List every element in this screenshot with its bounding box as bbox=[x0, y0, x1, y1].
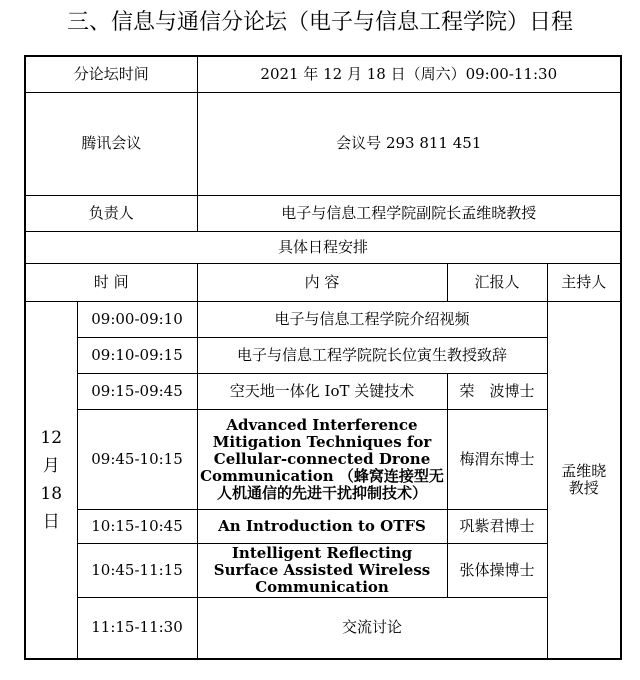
row-time: 09:10-09:15 bbox=[77, 337, 197, 373]
host-title: 教授 bbox=[568, 478, 599, 497]
row-content: 交流讨论 bbox=[197, 597, 547, 659]
info-row-time bbox=[25, 56, 621, 92]
date-char: 月 bbox=[42, 455, 60, 476]
row-content: Intelligent Reflecting Surface Assisted Wireless Communication bbox=[197, 543, 447, 597]
info-row-meeting bbox=[25, 92, 621, 195]
row-content: Advanced Interference Mitigation Techniques for Cellular-connected Drone Communication （蜂窝连接型无人机通信的先进干扰抑制技术） bbox=[197, 409, 447, 509]
time-label: 分论坛时间 bbox=[25, 56, 197, 92]
header-reporter: 汇报人 bbox=[447, 263, 547, 301]
row-reporter: 荣 波博士 bbox=[447, 373, 547, 409]
schedule-table bbox=[24, 55, 622, 660]
column-header-row bbox=[25, 263, 621, 301]
host-name: 孟维晓 bbox=[561, 461, 607, 480]
row-time: 09:15-09:45 bbox=[77, 373, 197, 409]
meeting-label: 腾讯会议 bbox=[25, 92, 197, 195]
header-host: 主持人 bbox=[547, 263, 621, 301]
table-row bbox=[25, 509, 621, 543]
date-cell bbox=[25, 301, 77, 659]
row-reporter: 张体操博士 bbox=[447, 543, 547, 597]
row-content: 空天地一体化 IoT 关键技术 bbox=[197, 373, 447, 409]
owner-label: 负责人 bbox=[25, 195, 197, 231]
header-time: 时 间 bbox=[25, 263, 197, 301]
table-row bbox=[25, 337, 621, 373]
meeting-value: 会议号 293 811 451 bbox=[197, 92, 621, 195]
schedule-heading: 具体日程安排 bbox=[25, 231, 621, 263]
table-row bbox=[25, 409, 621, 509]
row-content: An Introduction to OTFS bbox=[197, 509, 447, 543]
table-row bbox=[25, 597, 621, 659]
header-content: 内 容 bbox=[197, 263, 447, 301]
date-char: 12 bbox=[40, 427, 63, 448]
page-title: 三、信息与通信分论坛（电子与信息工程学院）日程 bbox=[66, 10, 573, 35]
row-content: 电子与信息工程学院介绍视频 bbox=[197, 301, 547, 337]
row-time: 09:00-09:10 bbox=[77, 301, 197, 337]
owner-value: 电子与信息工程学院副院长孟维晓教授 bbox=[197, 195, 621, 231]
host-cell bbox=[547, 301, 621, 659]
info-row-owner bbox=[25, 195, 621, 231]
row-time: 11:15-11:30 bbox=[77, 597, 197, 659]
row-content: 电子与信息工程学院院长位寅生教授致辞 bbox=[197, 337, 547, 373]
row-reporter: 巩紫君博士 bbox=[447, 509, 547, 543]
row-time: 10:15-10:45 bbox=[77, 509, 197, 543]
row-time: 09:45-10:15 bbox=[77, 409, 197, 509]
row-time: 10:45-11:15 bbox=[77, 543, 197, 597]
table-row bbox=[25, 543, 621, 597]
table-row bbox=[25, 301, 621, 337]
time-value: 2021 年 12 月 18 日（周六）09:00-11:30 bbox=[197, 56, 621, 92]
schedule-heading-row bbox=[25, 231, 621, 263]
table-row bbox=[25, 373, 621, 409]
row-reporter: 梅渭东博士 bbox=[447, 409, 547, 509]
date-char: 18 bbox=[40, 483, 63, 504]
date-char: 日 bbox=[42, 511, 60, 532]
